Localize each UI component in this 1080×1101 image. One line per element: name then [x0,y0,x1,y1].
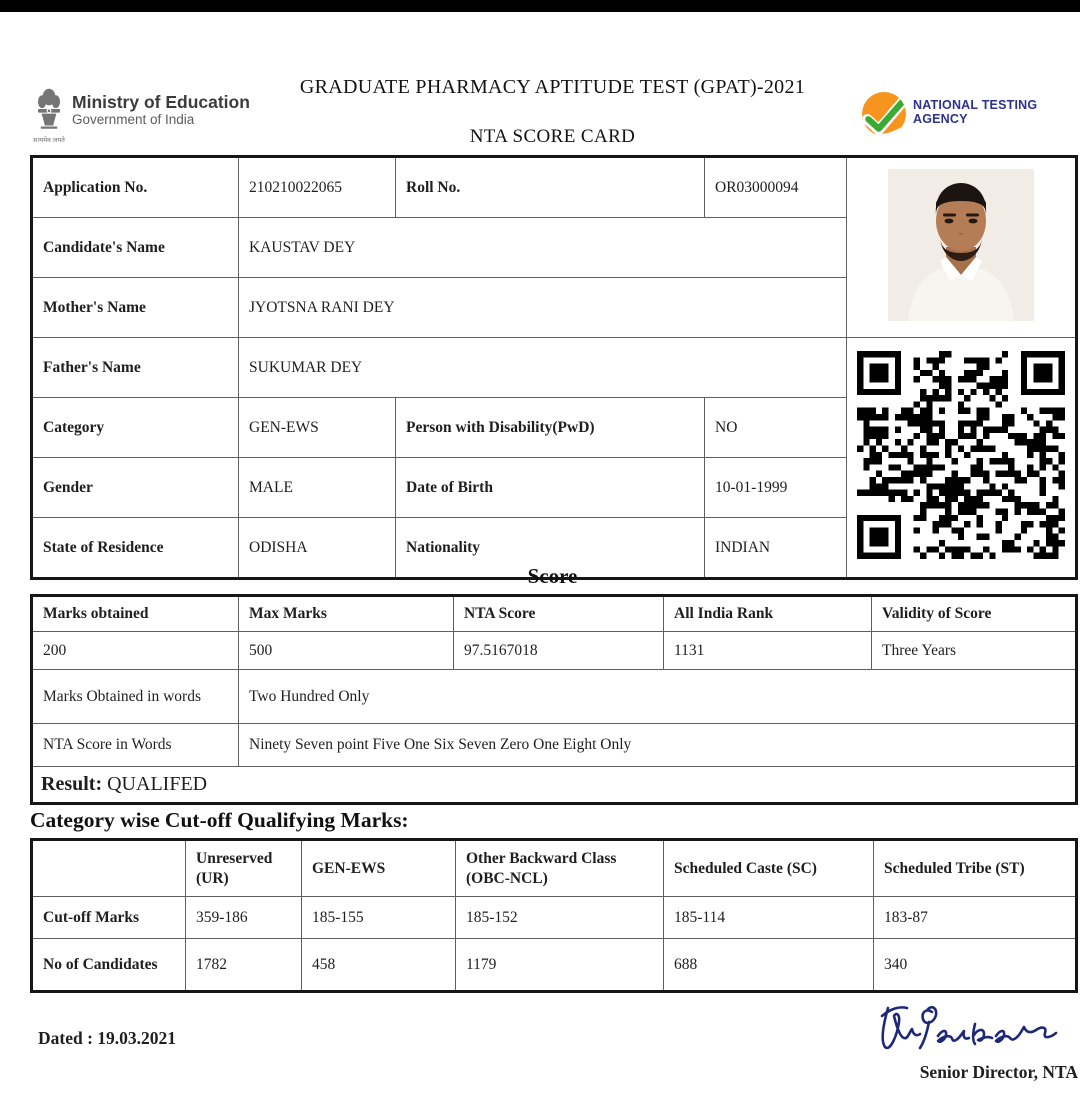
candidates-sc: 688 [664,939,874,992]
table-row [32,724,1077,767]
cutoff-marks-sc: 185-114 [664,897,874,939]
marks-words-value: Two Hundred Only [239,670,1077,724]
cutoff-st-header: Scheduled Tribe (ST) [874,840,1077,897]
table-row [32,632,1077,670]
cutoff-ur-header: Unreserved (UR) [186,840,302,897]
table-row [32,840,1077,897]
nationality-label: Nationality [396,518,705,579]
table-row [32,939,1077,992]
table-row [32,897,1077,939]
score-section-title: Score [527,564,578,588]
candidates-count-label: No of Candidates [32,939,186,992]
score-words-value: Ninety Seven point Five One Six Seven Zero One Eight Only [239,724,1077,767]
candidates-obc: 1179 [456,939,664,992]
ministry-subtitle: Government of India [72,112,195,128]
candidate-photo [888,308,1034,325]
scorecard-title: NTA SCORE CARD [469,126,636,147]
nta-tagline: Excellence in Assessment [918,129,1031,140]
qr-code-cell [847,338,1077,579]
application-no-value: 210210022065 [239,157,396,218]
candidate-photo-cell [847,157,1077,338]
gender-label: Gender [32,458,239,518]
candidates-st: 340 [874,939,1077,992]
validity-header: Validity of Score [872,596,1077,632]
air-header: All India Rank [664,596,872,632]
candidate-details-table [30,155,1078,580]
cutoff-section-title: Category wise Cut-off Qualifying Marks: [30,808,409,832]
roll-no-label: Roll No. [396,157,705,218]
emblem-motto: सत्यमेव जयते [33,137,65,144]
marks-obtained-value: 200 [32,632,239,670]
signature-image [872,1000,1072,1065]
signature-strokes [882,1007,1056,1048]
table-row [32,596,1077,632]
top-black-bar [0,0,1080,12]
state-value: ODISHA [239,518,396,579]
nta-logo [861,91,1080,142]
candidates-ews: 458 [302,939,456,992]
category-label: Category [32,398,239,458]
nta-agency-name: NATIONAL TESTING AGENCY [913,98,1038,126]
candidate-name-value: KAUSTAV DEY [239,218,847,278]
cutoff-marks-label: Cut-off Marks [32,897,186,939]
mother-name-value: JYOTSNA RANI DEY [239,278,847,338]
nta-check-icon [861,91,907,142]
candidate-name-label: Candidate's Name [32,218,239,278]
air-value: 1131 [664,632,872,670]
gender-value: MALE [239,458,396,518]
cutoff-sc-header: Scheduled Caste (SC) [664,840,874,897]
marks-words-label: Marks Obtained in words [32,670,239,724]
score-words-label: NTA Score in Words [32,724,239,767]
result-label: Result: [41,773,103,795]
cutoff-marks-obc: 185-152 [456,897,664,939]
qr-code [857,546,1065,563]
cutoff-marks-ews: 185-155 [302,897,456,939]
nationality-value: INDIAN [705,518,847,579]
result-value: QUALIFED [107,773,208,795]
cutoff-obc-header: Other Backward Class (OBC-NCL) [456,840,664,897]
marks-obtained-header: Marks obtained [32,596,239,632]
ministry-name: Ministry of Education [72,92,250,112]
application-no-label: Application No. [32,157,239,218]
category-value: GEN-EWS [239,398,396,458]
cutoff-marks-st: 183-87 [874,897,1077,939]
state-label: State of Residence [32,518,239,579]
max-marks-header: Max Marks [239,596,454,632]
dob-value: 10-01-1999 [705,458,847,518]
nta-score-value: 97.5167018 [454,632,664,670]
father-name-value: SUKUMAR DEY [239,338,847,398]
result-row [32,767,1077,804]
nta-score-header: NTA Score [454,596,664,632]
pwd-label: Person with Disability(PwD) [396,398,705,458]
father-name-label: Father's Name [32,338,239,398]
cutoff-table [30,838,1078,993]
signatory-title: Senior Director, NTA [919,1062,1078,1082]
max-marks-value: 500 [239,632,454,670]
dob-label: Date of Birth [396,458,705,518]
table-row [32,157,1077,218]
table-row [32,767,1077,804]
table-row [32,338,1077,398]
score-table [30,594,1078,805]
roll-no-value: OR03000094 [705,157,847,218]
table-row [32,670,1077,724]
cutoff-ews-header: GEN-EWS [302,840,456,897]
cutoff-empty-header [32,840,186,897]
candidates-ur: 1782 [186,939,302,992]
mother-name-label: Mother's Name [32,278,239,338]
validity-value: Three Years [872,632,1077,670]
exam-title: GRADUATE PHARMACY APTITUDE TEST (GPAT)-2021 [299,76,806,98]
cutoff-marks-ur: 359-186 [186,897,302,939]
dated-text: Dated : 19.03.2021 [38,1028,177,1048]
pwd-value: NO [705,398,847,458]
